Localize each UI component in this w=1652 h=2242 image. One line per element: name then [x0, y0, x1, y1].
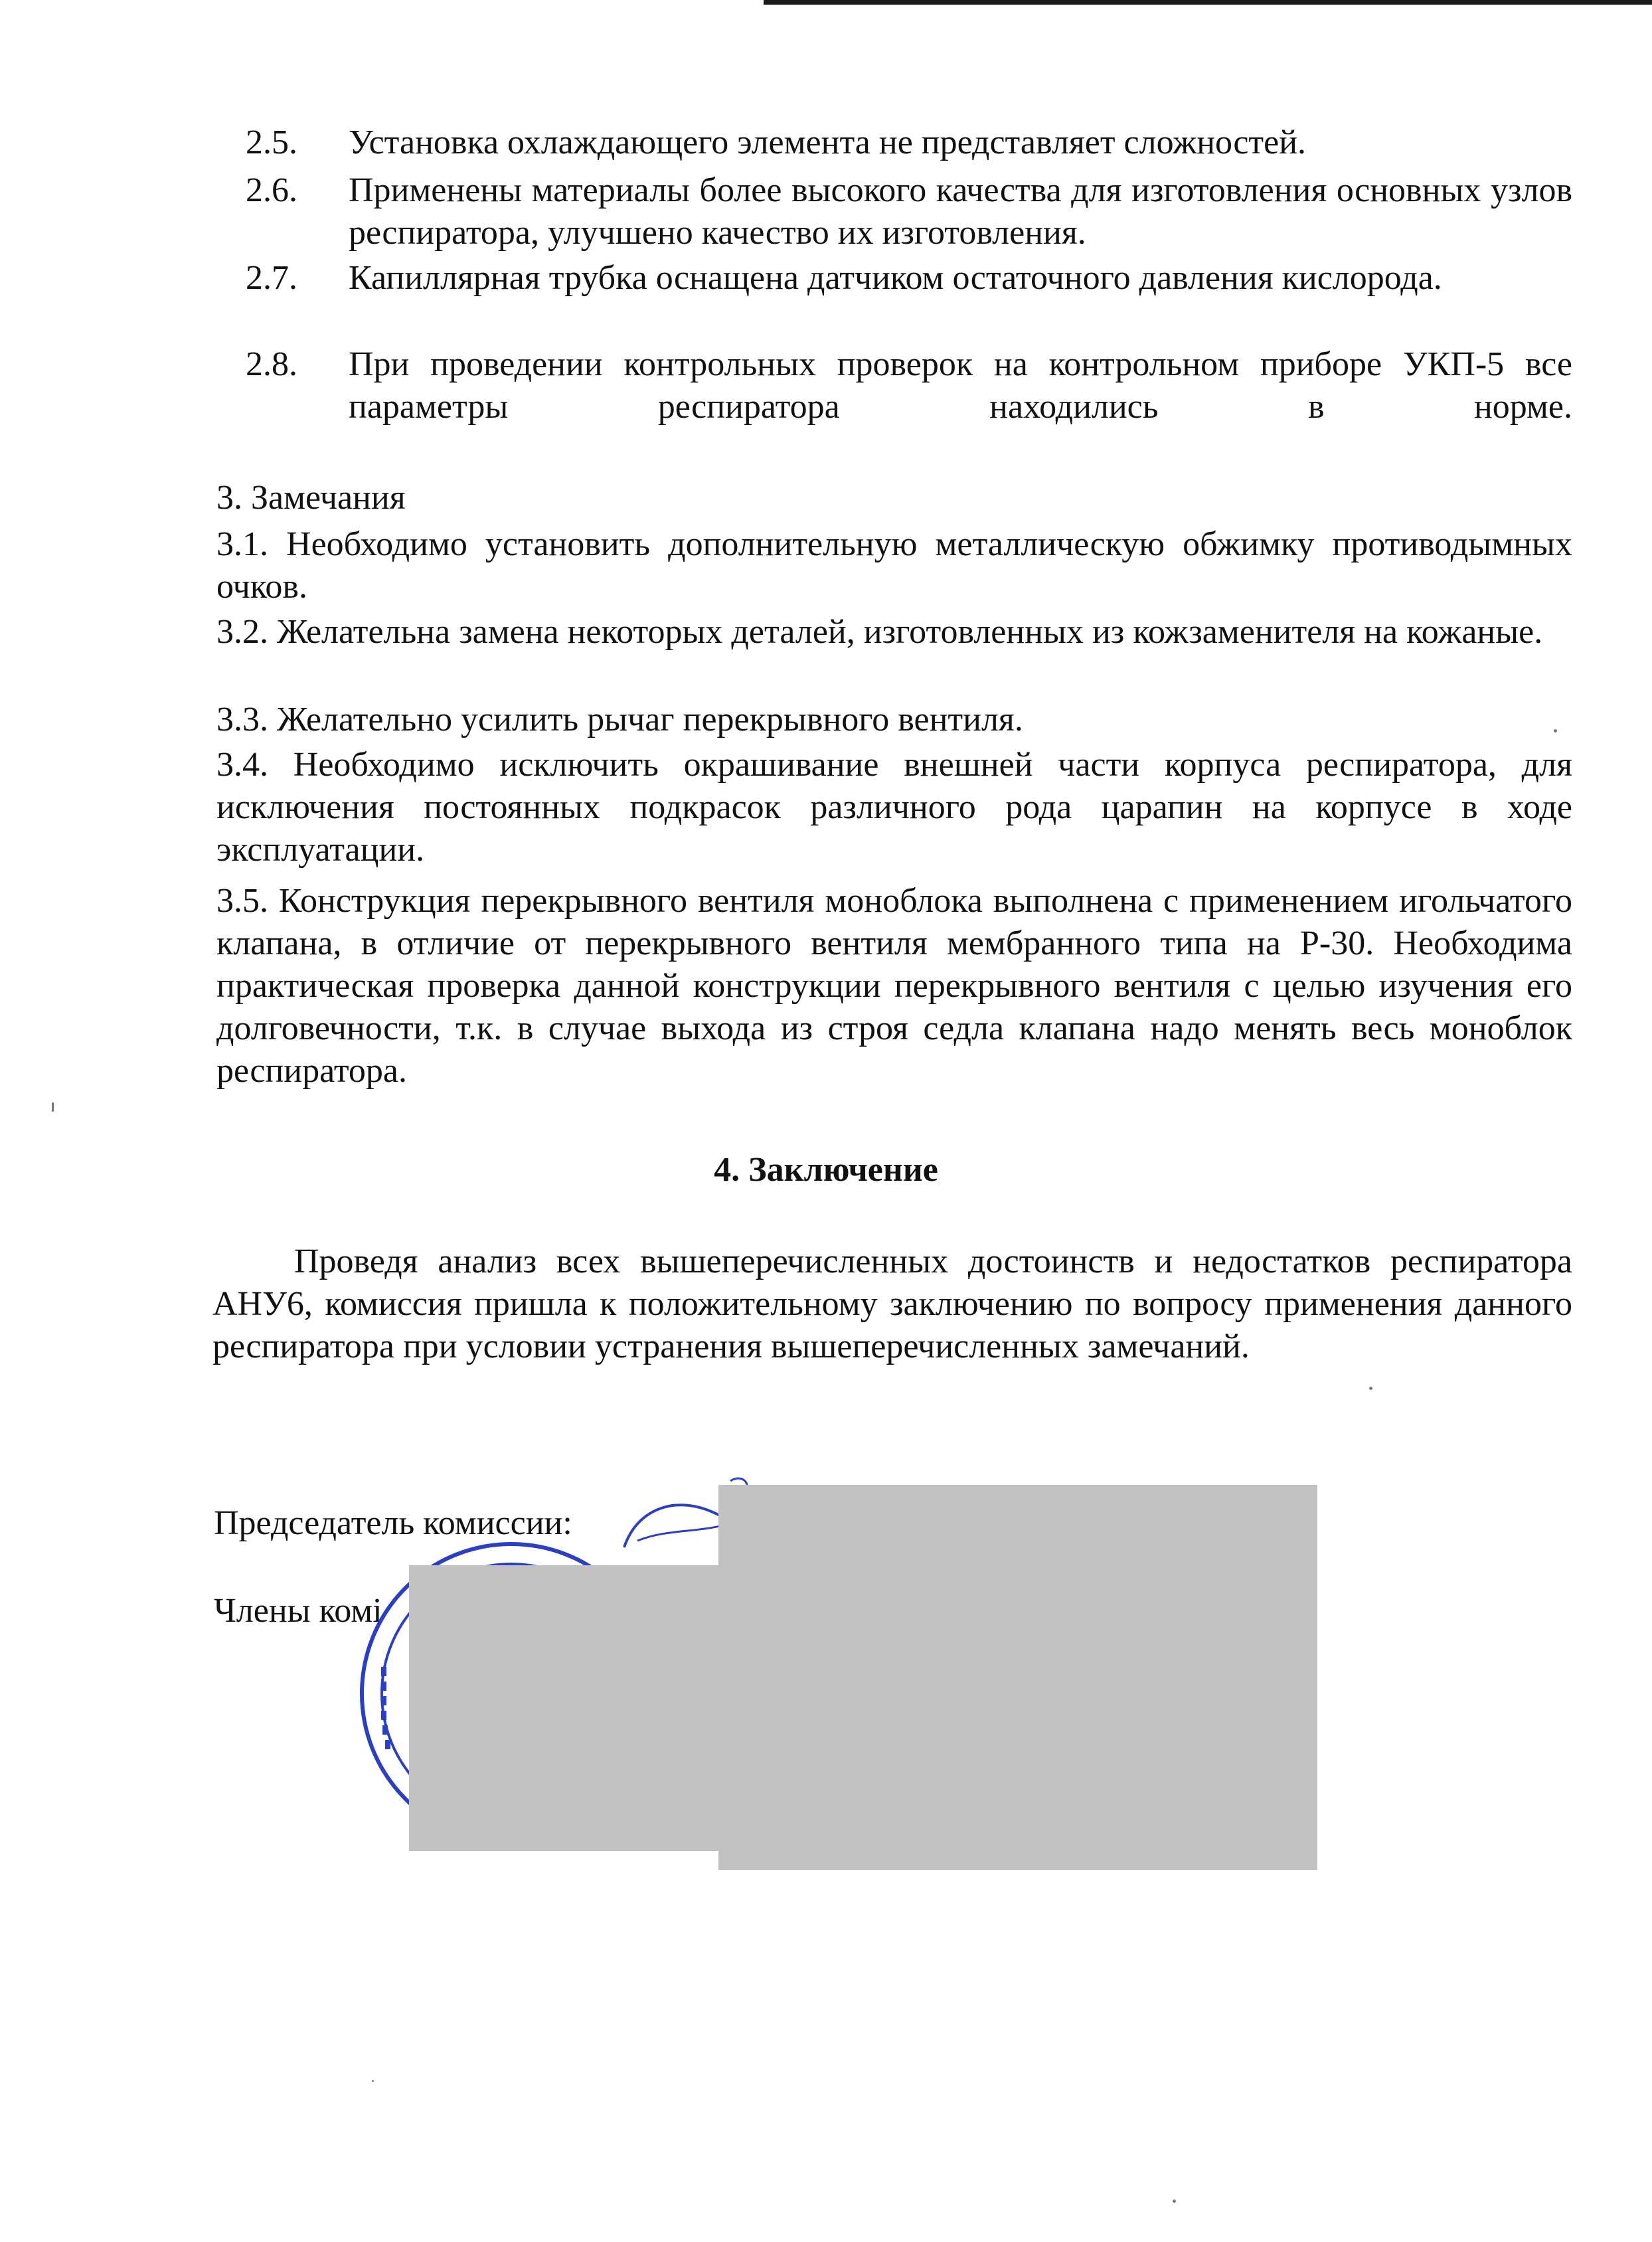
scan-speck: [52, 1102, 54, 1112]
scan-edge: [764, 0, 1652, 5]
remark-item: 3.5. Конструкция перекрывного вентиля моноблока выполнена с применением игольчатого клапана, в отличие от перекрывного вентиля мембранного типа на Р-30. Необходима практическая проверка данной конструкции перекрывного вентиля с целью изучения его долговечности, т.к. в случае выхода из строя седла клапана надо менять весь моноблок респиратора.: [216, 882, 1572, 1090]
item-number: 2.8.: [246, 345, 297, 383]
scan-speck: [1369, 1387, 1372, 1390]
item-number: 2.6.: [246, 171, 297, 209]
item-text: Капиллярная трубка оснащена датчиком остаточного давления кислорода.: [349, 259, 1442, 297]
scan-speck: [1554, 729, 1557, 733]
item-text: Применены материалы более высокого качества для изготовления основных узлов респиратора, улучшено качество их изготовления.: [349, 171, 1572, 252]
item-text: При проведении контрольных проверок на контрольном приборе УКП-5 все параметры респиратора находились в норме.: [349, 345, 1572, 426]
section-title: 3. Замечания: [216, 479, 406, 517]
remark-item: 3.2. Желательна замена некоторых деталей, изготовленных из кожзаменителя на кожаные.: [216, 613, 1543, 651]
chairman-label: Председатель комиссии:: [214, 1504, 572, 1542]
remark-item: 3.1. Необходимо установить дополнительную металлическую обжимку противодымных очков.: [216, 525, 1572, 606]
members-label: Члены комі: [214, 1592, 382, 1630]
scan-speck: [372, 2080, 374, 2082]
remark-item: 3.4. Необходимо исключить окрашивание внешней части корпуса респиратора, для исключения постоянных подкрасок различного рода царапин на корпусе в ходе эксплуатации.: [216, 746, 1572, 869]
item-number: 2.7.: [246, 259, 297, 297]
item-number: 2.5.: [246, 124, 297, 161]
redaction-block: [409, 1565, 720, 1851]
conclusion-paragraph: Проведя анализ всех вышеперечисленных достоинств и недостатков респиратора АНУ6, комиссия пришла к положительному заключению по вопросу применения данного респиратора при условии устранения вышеперечисленных замечаний.: [212, 1243, 1572, 1365]
remark-item: 3.3. Желательно усилить рычаг перекрывного вентиля.: [216, 701, 1023, 738]
redaction-block: [718, 1485, 1317, 1870]
scan-speck: [1173, 2199, 1176, 2203]
item-text: Установка охлаждающего элемента не представляет сложностей.: [349, 124, 1307, 161]
section-heading: 4. Заключение: [714, 1151, 938, 1189]
